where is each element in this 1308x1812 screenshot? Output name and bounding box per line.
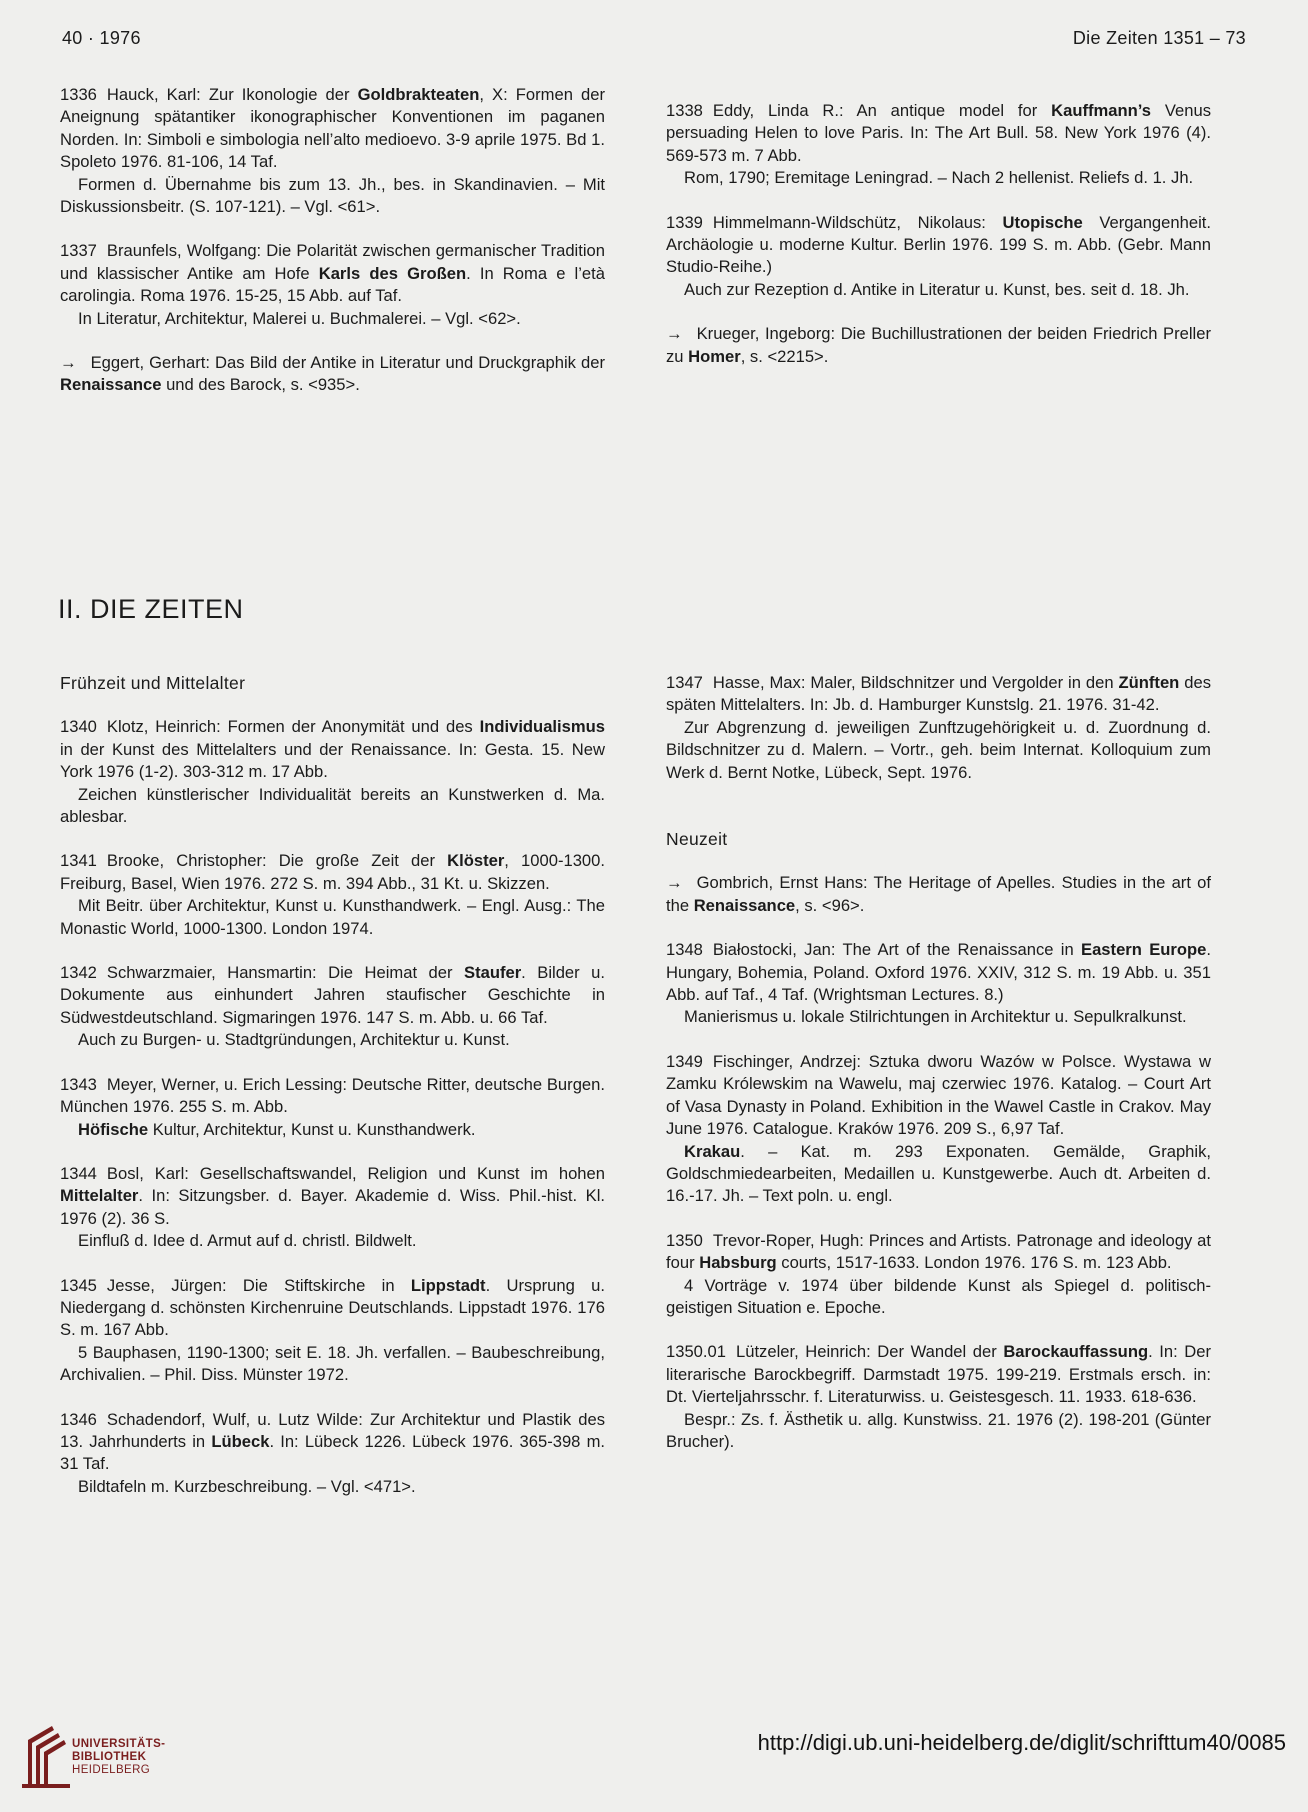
cross-reference-krueger: → Krueger, Ingeborg: Die Buchillustrationen der beiden Friedrich Preller zu Homer, s. <2215>. xyxy=(666,324,1211,366)
cross-reference-eggert: → Eggert, Gerhart: Das Bild der Antike in Literatur und Druckgraphik der Renaissance und des Barock, s. <935>. xyxy=(60,353,605,395)
entry-1343: 1343 Meyer, Werner, u. Erich Lessing: Deutsche Ritter, deutsche Burgen. München 1976. 255 S. m. Abb. Höfische Kultur, Architektur, Kunst u. Kunsthandwerk. xyxy=(60,1074,605,1139)
entry-1337: 1337 Braunfels, Wolfgang: Die Polarität zwischen germanischer Tradition und klassischer Antike am Hofe Karls des Großen. In Roma e l’età carolingia. Roma 1976. 15-25, 15 Abb. auf Taf. In Literatur, Architektur, Malerei u. Buchmalerei. – Vgl. <62>. xyxy=(60,241,605,328)
logo-line-2: BIBLIOTHEK xyxy=(72,1751,147,1763)
top-left-column xyxy=(60,84,605,397)
bottom-left-column xyxy=(60,672,605,1498)
arrow-icon: → xyxy=(60,353,77,373)
entry-1344: 1344 Bosl, Karl: Gesellschaftswandel, Religion und Kunst im hohen Mittelalter. In: Sitzungsber. d. Bayer. Akademie d. Wiss. Phil.-hist. Kl. 1976 (2). 36 S. Einfluß d. Idee d. Armut auf d. christl. Bildwelt. xyxy=(60,1163,605,1251)
entry-1341: 1341 Brooke, Christopher: Die große Zeit der Klöster, 1000-1300. Freiburg, Basel, Wien 1976. 272 S. m. 394 Abb., 31 Kt. u. Skizzen. Mit Beitr. über Architektur, Kunst u. Kunsthandwerk. – Engl. Ausg.: The Monastic World, 1000-1300. London 1974. xyxy=(60,851,605,938)
running-head xyxy=(62,28,1246,56)
cross-reference-gombrich: → Gombrich, Ernst Hans: The Heritage of Apelles. Studies in the art of the Renaissance, s. <96>. xyxy=(666,873,1211,915)
entry-1338: 1338 Eddy, Linda R.: An antique model for Kauffmann’s Venus persuading Helen to love Paris. In: The Art Bull. 58. New York 1976 (4). 569-573 m. 7 Abb. Rom, 1790; Eremitage Leningrad. – Nach 2 hellenist. Reliefs d. 1. Jh. xyxy=(666,101,1211,188)
arrow-icon: → xyxy=(666,324,683,344)
entry-1339: 1339 Himmelmann-Wildschütz, Nikolaus: Utopische Vergangenheit. Archäologie u. moderne Kultur. Berlin 1976. 199 S. m. Abb. (Gebr. Mann Studio-Reihe.) Auch zur Rezeption d. Antike in Literatur u. Kunst, bes. seit d. 18. Jh. xyxy=(666,212,1211,299)
subhead-neuzeit: Neuzeit xyxy=(666,829,728,850)
entry-1349: 1349 Fischinger, Andrzej: Sztuka dworu Wazów w Polsce. Wystawa w Zamku Królewskim na Wawelu, maj czerwiec 1976. Katalog. – Court Art of Vasa Dynasty in Poland. Exhibition in the Wawel Castle in Crakov. May June 1976. Catalogue. Kraków 1976. 209 S., 6,97 Taf. Krakau. – Kat. m. 293 Exponaten. Gemälde, Graphik, Goldschmiedearbeiten, Medaillen u. Kunstgewerbe. Auch dt. Arbeiten d. 16.-17. Jh. – Text poln. u. engl. xyxy=(666,1051,1211,1206)
section-title: II. DIE ZEITEN xyxy=(58,594,244,624)
entry-1350: 1350 Trevor-Roper, Hugh: Princes and Artists. Patronage and ideology at four Habsburg courts, 1517-1633. London 1976. 176 S. m. 123 Abb. 4 Vorträge v. 1974 über bildende Kunst als Spiegel d. politisch-geistigen Situation e. Epoche. xyxy=(666,1230,1211,1317)
entry-1348: 1348 Białostocki, Jan: The Art of the Renaissance in Eastern Europe. Hungary, Bohemia, Poland. Oxford 1976. XXIV, 312 S. m. 19 Abb. u. 351 Abb. auf Taf., 4 Taf. (Wrightsman Lectures. 8.) Manierismus u. lokale Stilrichtungen in Architektur u. Sepulkralkunst. xyxy=(666,940,1211,1027)
top-right-column xyxy=(666,100,1211,368)
bottom-right-column xyxy=(666,672,1211,1453)
page-number-year: 40 · 1976 xyxy=(62,28,141,48)
logo-line-3: HEIDELBERG xyxy=(72,1764,151,1776)
arrow-icon: → xyxy=(666,873,683,893)
entry-1345: 1345 Jesse, Jürgen: Die Stiftskirche in Lippstadt. Ursprung u. Niedergang d. schönsten Kirchenruine Deutschlands. Lippstadt 1976. 176 S. m. 167 Abb. 5 Bauphasen, 1190-1300; seit E. 18. Jh. verfallen. – Baubeschreibung, Archivalien. – Phil. Diss. Münster 1972. xyxy=(60,1275,605,1385)
entry-1336: 1336 Hauck, Karl: Zur Ikonologie der Goldbrakteaten, X: Formen der Aneignung spätantiker ikonographischer Konventionen im paganen Norden. In: Simboli e simbologia nell’alto medioevo. 3-9 aprile 1975. Bd 1. Spoleto 1976. 81-106, 14 Taf. Formen d. Übernahme bis zum 13. Jh., bes. in Skandinavien. – Mit Diskussionsbeitr. (S. 107-121). – Vgl. <61>. xyxy=(60,85,606,217)
entry-1346: 1346 Schadendorf, Wulf, u. Lutz Wilde: Zur Architektur und Plastik des 13. Jahrhunderts in Lübeck. In: Lübeck 1226. Lübeck 1976. 365-398 m. 31 Taf. Bildtafeln m. Kurzbeschreibung. – Vgl. <471>. xyxy=(60,1409,606,1496)
entry-1347: 1347 Hasse, Max: Maler, Bildschnitzer und Vergolder in den Zünften des späten Mittelalters. In: Jb. d. Hamburger Kunstslg. 21. 1976. 31-42. Zur Abgrenzung d. jeweiligen Zunftzugehörigkeit u. d. Zuordnung d. Bildschnitzer zu d. Malern. – Vortr., geh. beim Internat. Kolloquium zum Werk d. Bernt Notke, Lübeck, Sept. 1976. xyxy=(666,673,1211,782)
logo-line-1: UNIVERSITÄTS- xyxy=(72,1738,166,1750)
library-logo-icon xyxy=(14,1722,76,1792)
entry-1340: 1340 Klotz, Heinrich: Formen der Anonymität und des Individualismus in der Kunst des Mittelalters und der Renaissance. In: Gesta. 15. New York 1976 (1-2). 303-312 m. 17 Abb. Zeichen künstlerischer Individualität bereits an Kunstwerken d. Ma. ablesbar. xyxy=(60,717,605,827)
entry-1342: 1342 Schwarzmaier, Hansmartin: Die Heimat der Staufer. Bilder u. Dokumente aus einhundert Jahren staufischer Geschichte in Südwestdeutschland. Sigmaringen 1976. 147 S. m. Abb. u. 66 Taf. Auch zu Burgen- u. Stadtgründungen, Architektur u. Kunst. xyxy=(60,963,605,1050)
section-range: Die Zeiten 1351 – 73 xyxy=(1072,28,1246,48)
source-url[interactable]: http://digi.ub.uni-heidelberg.de/diglit/schrifttum40/0085 xyxy=(757,1730,1286,1755)
entry-1350-01: 1350.01 Lützeler, Heinrich: Der Wandel der Barockauffassung. In: Der literarische Barockbegriff. Darmstadt 1975. 199-219. Erstmals ersch. in: Dt. Vierteljahrsschr. f. Literaturwiss. u. Geistesgesch. 11. 1933. 618-636. Bespr.: Zs. f. Ästhetik u. allg. Kunstwiss. 21. 1976 (2). 198-201 (Günter Brucher). xyxy=(666,1342,1211,1451)
library-logo xyxy=(14,1722,214,1792)
subhead-fruehzeit: Frühzeit und Mittelalter xyxy=(60,673,246,693)
